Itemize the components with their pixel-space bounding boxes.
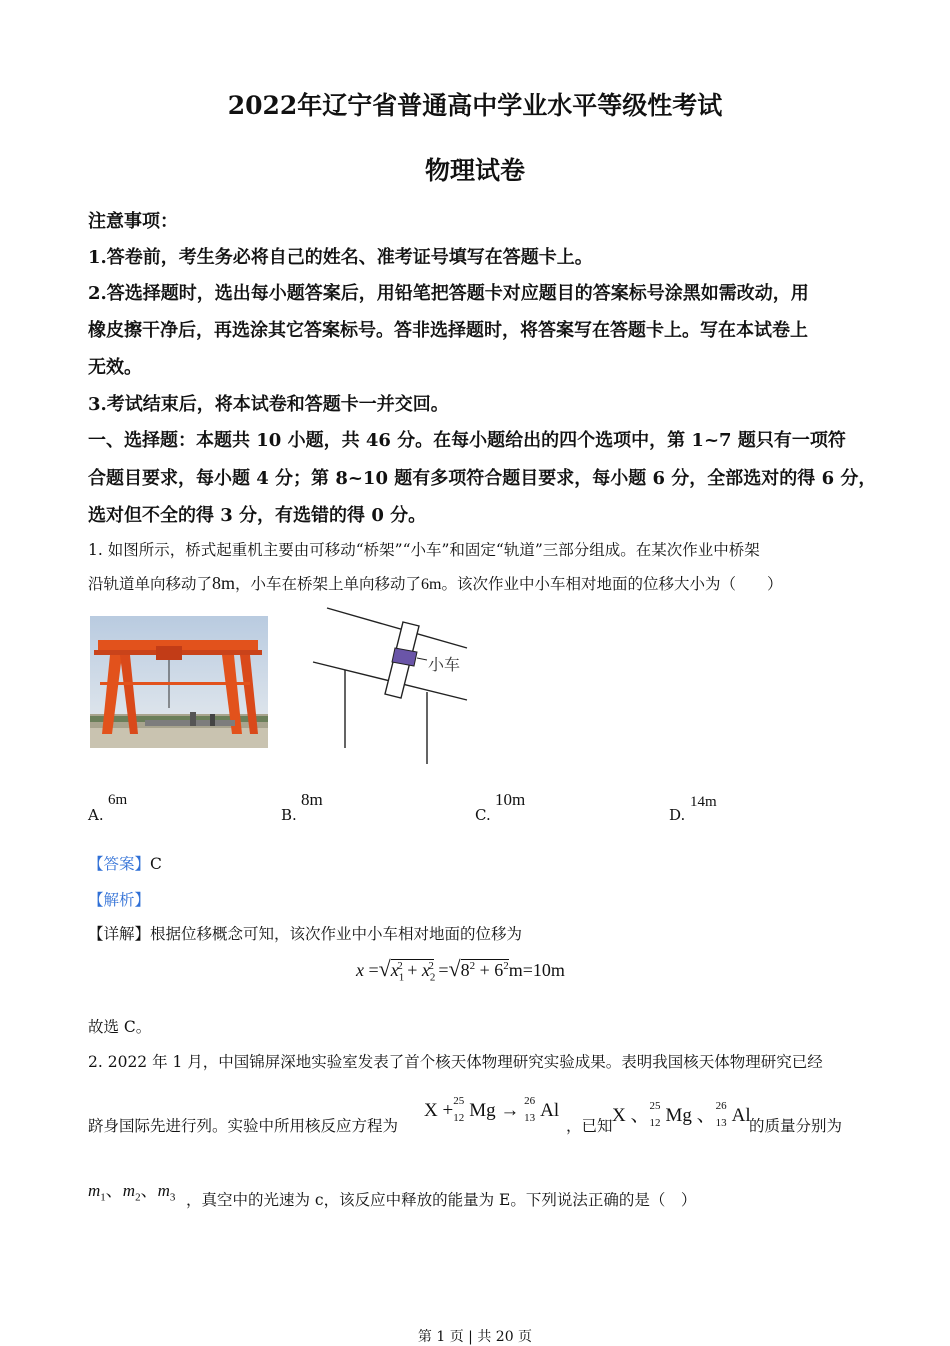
mass-symbols: $m_1$、$m_2$、$m_3$ (88, 1181, 176, 1204)
cart-label: 小车 (428, 655, 461, 674)
section-instruction: 选对但不全的得 3 分，有选错的得 0 分。 (88, 505, 427, 526)
question-1-text: 1. 如图所示，桥式起重机主要由可移动“桥架”“小车”和固定“轨道”三部分组成。在某次作业中桥架 (88, 541, 760, 559)
page-subtitle: 物理试卷 (424, 156, 525, 185)
notice-item: 1.答卷前，考生务必将自己的姓名、准考证号填写在答题卡上。 (88, 247, 593, 268)
distance-value: 6m (421, 576, 442, 593)
nuclide-list: X 、 25 12 Mg 、 26 13 Al (612, 1100, 751, 1129)
question-2-text: ，真空中的光速为 c，该反应中释放的能量为 E。下列说法正确的是（ ） (186, 1191, 697, 1209)
section-instruction: 合题目要求，每小题 4 分；第 8~10 题有多项符合题目要求，每小题 6 分，全部选对的得 6 分， (88, 468, 877, 489)
answer-value: C (150, 855, 162, 873)
option-value: 8m (301, 790, 323, 809)
notice-item: 3.考试结束后，将本试卷和答题卡一并交回。 (88, 394, 449, 415)
nuclear-equation: X + 25 12 Mg → 26 13 Al (424, 1095, 560, 1124)
section-instruction: 一、选择题：本题共 10 小题，共 46 分。在每小题给出的四个选项中，第 1~7 题只有一项符 (88, 430, 846, 451)
option-letter: C. (475, 806, 491, 824)
question-2-text: 2. 2022 年 1 月，中国锦屏深地实验室发表了首个核天体物理研究实验成果。表明我国核天体物理研究已经 (88, 1053, 823, 1071)
crane-diagram (305, 600, 485, 770)
option-letter: D. (669, 806, 686, 824)
option-value: 10m (495, 790, 526, 809)
option-letter: A. (88, 806, 104, 824)
question-2-text: 的质量分别为 (749, 1117, 843, 1135)
answer-tag: 【答案】 (88, 855, 151, 873)
option-value: 6m (108, 792, 128, 808)
page-footer: 第 1 页 | 共 20 页 (417, 1329, 533, 1345)
option-letter: B. (281, 806, 297, 824)
displacement-formula: $x =√x_1^2 + x_2^2 =√8^2 + 6^2m=10m$ (356, 956, 565, 984)
conclusion: 故选 C。 (88, 1018, 152, 1036)
option-value: 14m (690, 794, 717, 810)
analysis-tag: 【解析】 (88, 891, 151, 909)
question-2-text: ，已知 (566, 1117, 613, 1135)
question-1-text: 沿轨道单向移动了8m，小车在桥架上单向移动了6m。该次作业中小车相对地面的位移大小为（ ） (88, 573, 783, 593)
notice-item: 无效。 (88, 357, 142, 378)
detail-tag: 【详解】 (88, 925, 151, 943)
page-title: 2022年辽宁省普通高中学业水平等级性考试 (227, 91, 723, 120)
notice-heading: 注意事项： (88, 211, 178, 232)
notice-item: 橡皮擦干净后，再选涂其它答案标号。答非选择题时，将答案写在答题卡上。写在本试卷上 (88, 320, 808, 341)
crane-photo (90, 616, 268, 748)
answer-line (88, 852, 162, 874)
notice-item: 2.答选择题时，选出每小题答案后，用铅笔把答题卡对应题目的答案标号涂黑如需改动，用 (88, 283, 809, 304)
detail-line: 【详解】根据位移概念可知，该次作业中小车相对地面的位移为 (88, 925, 523, 943)
distance-value: 8m (212, 573, 236, 593)
question-2-text: 跻身国际先进行列。实验中所用核反应方程为 (88, 1117, 399, 1135)
